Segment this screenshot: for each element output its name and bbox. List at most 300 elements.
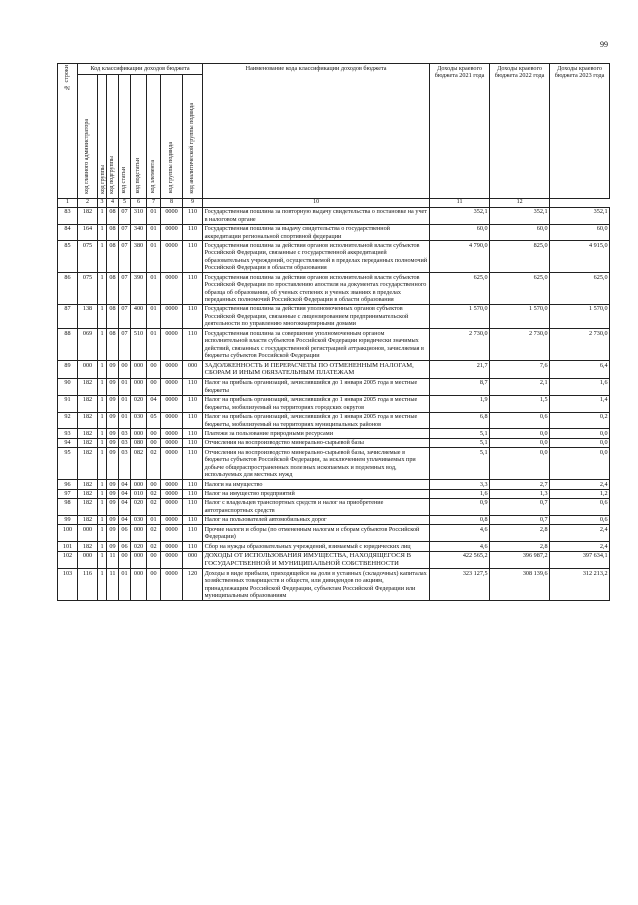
- column-number: 4: [107, 198, 119, 207]
- amount-2023-cell: 0,6: [550, 515, 610, 524]
- subtype-group-code-cell: 0000: [161, 515, 183, 524]
- admin-code-cell: 182: [78, 207, 98, 224]
- group-code-cell: 1: [98, 438, 107, 447]
- subtype-group-code-cell: 0000: [161, 448, 183, 480]
- row-number-cell: 91: [58, 395, 78, 412]
- element-code-cell: 02: [147, 489, 161, 498]
- table-row: [58, 412, 610, 429]
- element-code-cell: 01: [147, 273, 161, 305]
- table-row: [58, 207, 610, 224]
- element-code-cell: 01: [147, 304, 161, 328]
- amount-2022-cell: 2,8: [490, 525, 550, 542]
- column-number: 5: [119, 198, 131, 207]
- subarticle-code-cell: 020: [131, 542, 147, 551]
- table-row: [58, 438, 610, 447]
- row-number-cell: 97: [58, 489, 78, 498]
- row-number-header: № строки: [58, 64, 78, 199]
- group-code-cell: 1: [98, 395, 107, 412]
- table-row: [58, 361, 610, 379]
- subgroup-code-cell: 11: [107, 569, 119, 601]
- row-number-cell: 99: [58, 515, 78, 524]
- income-name-cell: Налог с владельцев транспортных средств и налог на приобретение автотранспортных средств: [203, 498, 430, 515]
- amount-2023-cell: 60,0: [550, 224, 610, 241]
- subgroup-code-cell: 08: [107, 273, 119, 305]
- column-number-row: [58, 198, 610, 207]
- column-number: 7: [147, 198, 161, 207]
- subtype-group-code-cell: 0000: [161, 569, 183, 601]
- subtype-group-code-cell: 0000: [161, 489, 183, 498]
- table-row: [58, 569, 610, 601]
- amount-2021-cell: 21,7: [430, 361, 490, 379]
- group-code-cell: 1: [98, 304, 107, 328]
- article-code-cell: 04: [119, 489, 131, 498]
- subtype-group-code-cell: 0000: [161, 304, 183, 328]
- subgroup-code-cell: 09: [107, 480, 119, 489]
- income-name-cell: Отчисления на воспроизводство минерально-сырьевой базы, зачисляемые в бюджеты субъектов Российской Федерации, за исключением уплачиваемых при добыче общераспространенных полезных ископаемых и подземных вод, используемых для местных нужд: [203, 448, 430, 480]
- subarticle-code-cell: 400: [131, 304, 147, 328]
- admin-code-cell: 182: [78, 395, 98, 412]
- code-group-header: Код классификации доходов бюджета: [78, 64, 203, 75]
- admin-code-cell: 182: [78, 489, 98, 498]
- subarticle-code-cell: 082: [131, 448, 147, 480]
- amount-2023-cell: 2,4: [550, 480, 610, 489]
- code-column-header: код подстатьи: [131, 75, 147, 199]
- subtype-group-code-cell: 0000: [161, 207, 183, 224]
- amount-2022-cell: 2 730,0: [490, 329, 550, 361]
- amount-2023-cell: 0,0: [550, 429, 610, 438]
- year-2021-header: Доходы краевого бюджета 2021 года: [430, 64, 490, 199]
- income-name-cell: Государственная пошлина за совершение уполномоченным органом исполнительной власти субъектов Российской Федерации юридически значимых действий, связанных с государственной регистрацией аттракционов, зачисляемая в бюджеты субъектов Российской Федерации: [203, 329, 430, 361]
- element-code-cell: 00: [147, 429, 161, 438]
- article-code-cell: 00: [119, 551, 131, 569]
- element-code-cell: 05: [147, 412, 161, 429]
- code-column-header: код главного администратора: [78, 75, 98, 199]
- subarticle-code-cell: 510: [131, 329, 147, 361]
- amount-2022-cell: 2,7: [490, 480, 550, 489]
- amount-2022-cell: 0,0: [490, 438, 550, 447]
- code-column-header: код статьи: [119, 75, 131, 199]
- row-number-cell: 88: [58, 329, 78, 361]
- amount-2023-cell: 0,6: [550, 498, 610, 515]
- article-code-cell: 07: [119, 224, 131, 241]
- article-code-cell: 03: [119, 448, 131, 480]
- amount-2023-cell: 4 915,0: [550, 241, 610, 273]
- table-row: [58, 329, 610, 361]
- amount-2023-cell: 1 570,0: [550, 304, 610, 328]
- row-number-cell: 96: [58, 480, 78, 489]
- amount-2022-cell: 825,0: [490, 241, 550, 273]
- amount-2023-cell: 2,4: [550, 525, 610, 542]
- row-number-cell: 102: [58, 551, 78, 569]
- amount-2022-cell: 1 570,0: [490, 304, 550, 328]
- article-code-cell: 06: [119, 525, 131, 542]
- table-row: [58, 429, 610, 438]
- row-number-cell: 92: [58, 412, 78, 429]
- article-code-cell: 04: [119, 480, 131, 489]
- group-code-cell: 1: [98, 480, 107, 489]
- subtype-group-code-cell: 0000: [161, 498, 183, 515]
- analytic-group-code-cell: 110: [183, 429, 203, 438]
- group-code-cell: 1: [98, 361, 107, 379]
- subtype-group-code-cell: 0000: [161, 361, 183, 379]
- table-row: [58, 378, 610, 395]
- subarticle-code-cell: 020: [131, 498, 147, 515]
- amount-2022-cell: 1,3: [490, 489, 550, 498]
- subarticle-code-cell: 080: [131, 438, 147, 447]
- header-row-groups: [58, 64, 610, 75]
- group-code-cell: 1: [98, 224, 107, 241]
- group-code-cell: 1: [98, 498, 107, 515]
- subarticle-code-cell: 000: [131, 525, 147, 542]
- element-code-cell: 01: [147, 224, 161, 241]
- subgroup-code-cell: 09: [107, 361, 119, 379]
- admin-code-cell: 075: [78, 241, 98, 273]
- article-code-cell: 04: [119, 498, 131, 515]
- amount-2023-cell: 312 213,2: [550, 569, 610, 601]
- amount-2021-cell: 1,6: [430, 489, 490, 498]
- income-name-cell: Государственная пошлина за действия органов исполнительной власти субъектов Российской Федерации по проставлению апостиля на документах государственного образца об образовании, об ученых степенях и ученых званиях в пределах переданных полномочий Российской Федерации в области образования: [203, 273, 430, 305]
- code-column-header: код подгруппы: [107, 75, 119, 199]
- subgroup-code-cell: 11: [107, 551, 119, 569]
- subtype-group-code-cell: 0000: [161, 480, 183, 489]
- amount-2022-cell: 625,0: [490, 273, 550, 305]
- article-code-cell: 07: [119, 304, 131, 328]
- row-number-cell: 101: [58, 542, 78, 551]
- subtype-group-code-cell: 0000: [161, 542, 183, 551]
- subgroup-code-cell: 09: [107, 489, 119, 498]
- amount-2023-cell: 1,4: [550, 395, 610, 412]
- amount-2022-cell: 0,7: [490, 498, 550, 515]
- income-name-cell: Сбор на нужды образовательных учреждений, взимаемый с юридических лиц: [203, 542, 430, 551]
- subgroup-code-cell: 09: [107, 412, 119, 429]
- amount-2023-cell: 2,4: [550, 542, 610, 551]
- subarticle-code-cell: 000: [131, 480, 147, 489]
- income-name-cell: Налог на прибыль организаций, зачислявшийся до 1 января 2005 года в местные бюджеты, мобилизуемый на территориях городских округов: [203, 395, 430, 412]
- amount-2021-cell: 0,8: [430, 515, 490, 524]
- row-number-cell: 98: [58, 498, 78, 515]
- analytic-group-code-cell: 110: [183, 224, 203, 241]
- name-header: Наименование кода классификации доходов бюджета: [203, 64, 430, 199]
- table-row: [58, 498, 610, 515]
- amount-2023-cell: 0,2: [550, 412, 610, 429]
- row-number-cell: 83: [58, 207, 78, 224]
- subtype-group-code-cell: 0000: [161, 395, 183, 412]
- amount-2023-cell: 397 634,1: [550, 551, 610, 569]
- amount-2023-cell: 1,2: [550, 489, 610, 498]
- group-code-cell: 1: [98, 515, 107, 524]
- subarticle-code-cell: 010: [131, 489, 147, 498]
- article-code-cell: 06: [119, 542, 131, 551]
- income-name-cell: Налог на пользователей автомобильных дорог: [203, 515, 430, 524]
- group-code-cell: 1: [98, 429, 107, 438]
- element-code-cell: 01: [147, 329, 161, 361]
- subarticle-code-cell: 030: [131, 412, 147, 429]
- group-code-cell: 1: [98, 542, 107, 551]
- row-number-cell: 86: [58, 273, 78, 305]
- article-code-cell: 03: [119, 429, 131, 438]
- article-code-cell: 01: [119, 395, 131, 412]
- subgroup-code-cell: 09: [107, 395, 119, 412]
- table-row: [58, 542, 610, 551]
- row-number-cell: 89: [58, 361, 78, 379]
- table-row: [58, 273, 610, 305]
- table-row: [58, 551, 610, 569]
- admin-code-cell: 182: [78, 542, 98, 551]
- subgroup-code-cell: 08: [107, 304, 119, 328]
- income-name-cell: Государственная пошлина за действия уполномоченных органов субъектов Российской Федерации, связанные с лицензированием предпринимательской деятельности по управлению многоквартирными домами: [203, 304, 430, 328]
- income-name-cell: ДОХОДЫ ОТ ИСПОЛЬЗОВАНИЯ ИМУЩЕСТВА, НАХОДЯЩЕГОСЯ В ГОСУДАРСТВЕННОЙ И МУНИЦИПАЛЬНОЙ СОБСТВЕННОСТИ: [203, 551, 430, 569]
- admin-code-cell: 069: [78, 329, 98, 361]
- article-code-cell: 07: [119, 241, 131, 273]
- row-number-cell: 94: [58, 438, 78, 447]
- income-name-cell: Налоги на имущество: [203, 480, 430, 489]
- analytic-group-code-cell: 110: [183, 207, 203, 224]
- subgroup-code-cell: 09: [107, 498, 119, 515]
- year-2023-header: Доходы краевого бюджета 2023 года: [550, 64, 610, 199]
- table-row: [58, 489, 610, 498]
- group-code-cell: 1: [98, 329, 107, 361]
- row-number-cell: 95: [58, 448, 78, 480]
- column-number: 6: [131, 198, 147, 207]
- admin-code-cell: 164: [78, 224, 98, 241]
- amount-2021-cell: 5,1: [430, 448, 490, 480]
- admin-code-cell: 182: [78, 448, 98, 480]
- element-code-cell: 04: [147, 395, 161, 412]
- subarticle-code-cell: 030: [131, 515, 147, 524]
- amount-2021-cell: 0,9: [430, 498, 490, 515]
- subtype-group-code-cell: 0000: [161, 329, 183, 361]
- amount-2022-cell: 60,0: [490, 224, 550, 241]
- article-code-cell: 07: [119, 273, 131, 305]
- row-number-cell: 85: [58, 241, 78, 273]
- subgroup-code-cell: 09: [107, 542, 119, 551]
- analytic-group-code-cell: 120: [183, 569, 203, 601]
- amount-2021-cell: 4 790,0: [430, 241, 490, 273]
- element-code-cell: 02: [147, 448, 161, 480]
- group-code-cell: 1: [98, 241, 107, 273]
- amount-2022-cell: 0,0: [490, 448, 550, 480]
- amount-2021-cell: 5,1: [430, 429, 490, 438]
- element-code-cell: 00: [147, 551, 161, 569]
- row-number-cell: 84: [58, 224, 78, 241]
- subgroup-code-cell: 09: [107, 525, 119, 542]
- amount-2021-cell: 323 127,5: [430, 569, 490, 601]
- admin-code-cell: 182: [78, 438, 98, 447]
- row-number-cell: 100: [58, 525, 78, 542]
- table-row: [58, 515, 610, 524]
- analytic-group-code-cell: 110: [183, 241, 203, 273]
- table-body: [58, 207, 610, 600]
- element-code-cell: 01: [147, 241, 161, 273]
- subgroup-code-cell: 09: [107, 438, 119, 447]
- income-name-cell: Отчисления на воспроизводство минерально-сырьевой базы: [203, 438, 430, 447]
- subtype-group-code-cell: 0000: [161, 438, 183, 447]
- group-code-cell: 1: [98, 551, 107, 569]
- budget-income-table: [57, 63, 610, 601]
- code-column-header: код группы: [98, 75, 107, 199]
- element-code-cell: 00: [147, 569, 161, 601]
- income-name-cell: Государственная пошлина за выдачу свидетельства о государственной аккредитации региональной спортивной федерации: [203, 224, 430, 241]
- amount-2021-cell: 352,1: [430, 207, 490, 224]
- admin-code-cell: 182: [78, 429, 98, 438]
- subgroup-code-cell: 08: [107, 241, 119, 273]
- amount-2023-cell: 625,0: [550, 273, 610, 305]
- table-row: [58, 395, 610, 412]
- column-number: 8: [161, 198, 183, 207]
- subtype-group-code-cell: 0000: [161, 224, 183, 241]
- amount-2021-cell: 1 570,0: [430, 304, 490, 328]
- column-number: 1: [58, 198, 78, 207]
- table-row: [58, 525, 610, 542]
- element-code-cell: 00: [147, 438, 161, 447]
- article-code-cell: 04: [119, 515, 131, 524]
- income-name-cell: Прочие налоги и сборы (по отмененным налогам и сборам субъектов Российской Федерации): [203, 525, 430, 542]
- year-2022-header: Доходы краевого бюджета 2022 года: [490, 64, 550, 199]
- analytic-group-code-cell: 000: [183, 551, 203, 569]
- table-row: [58, 480, 610, 489]
- analytic-group-code-cell: 110: [183, 395, 203, 412]
- admin-code-cell: 000: [78, 551, 98, 569]
- income-name-cell: Налог на имущество предприятий: [203, 489, 430, 498]
- subgroup-code-cell: 09: [107, 378, 119, 395]
- subgroup-code-cell: 08: [107, 224, 119, 241]
- table-row: [58, 448, 610, 480]
- amount-2023-cell: 0,0: [550, 438, 610, 447]
- analytic-group-code-cell: 110: [183, 489, 203, 498]
- amount-2022-cell: 396 987,2: [490, 551, 550, 569]
- subtype-group-code-cell: 0000: [161, 241, 183, 273]
- admin-code-cell: 138: [78, 304, 98, 328]
- column-number: 12: [490, 198, 550, 207]
- column-number: 3: [98, 198, 107, 207]
- income-name-cell: Доходы в виде прибыли, приходящейся на доли в уставных (складочных) капиталах хозяйственных товариществ и обществ, или дивидендов по акциям, принадлежащим Российской Федерации, субъектам Российской Федерации или муниципальным образованиям: [203, 569, 430, 601]
- article-code-cell: 07: [119, 207, 131, 224]
- table-row: [58, 304, 610, 328]
- admin-code-cell: 075: [78, 273, 98, 305]
- group-code-cell: 1: [98, 207, 107, 224]
- amount-2021-cell: 422 565,2: [430, 551, 490, 569]
- analytic-group-code-cell: 110: [183, 304, 203, 328]
- subtype-group-code-cell: 0000: [161, 378, 183, 395]
- table-row: [58, 224, 610, 241]
- subtype-group-code-cell: 0000: [161, 412, 183, 429]
- row-number-cell: 90: [58, 378, 78, 395]
- income-name-cell: Государственная пошлина за повторную выдачу свидетельства о постановке на учет в налоговом органе: [203, 207, 430, 224]
- admin-code-cell: 116: [78, 569, 98, 601]
- subarticle-code-cell: 340: [131, 224, 147, 241]
- amount-2022-cell: 2,1: [490, 378, 550, 395]
- group-code-cell: 1: [98, 273, 107, 305]
- article-code-cell: 01: [119, 569, 131, 601]
- analytic-group-code-cell: 110: [183, 480, 203, 489]
- amount-2023-cell: 1,6: [550, 378, 610, 395]
- subgroup-code-cell: 09: [107, 429, 119, 438]
- subgroup-code-cell: 08: [107, 207, 119, 224]
- income-name-cell: Платежи за пользование природными ресурсами: [203, 429, 430, 438]
- element-code-cell: 01: [147, 515, 161, 524]
- page-number: 99: [600, 40, 608, 49]
- analytic-group-code-cell: 110: [183, 378, 203, 395]
- income-name-cell: Налог на прибыль организаций, зачислявшийся до 1 января 2005 года в местные бюджеты: [203, 378, 430, 395]
- subarticle-code-cell: 000: [131, 551, 147, 569]
- group-code-cell: 1: [98, 378, 107, 395]
- admin-code-cell: 182: [78, 498, 98, 515]
- subtype-group-code-cell: 0000: [161, 551, 183, 569]
- amount-2021-cell: 625,0: [430, 273, 490, 305]
- article-code-cell: 07: [119, 329, 131, 361]
- subarticle-code-cell: 000: [131, 378, 147, 395]
- admin-code-cell: 000: [78, 361, 98, 379]
- subtype-group-code-cell: 0000: [161, 429, 183, 438]
- code-column-header: код аналитической группы подвида: [183, 75, 203, 199]
- subtype-group-code-cell: 0000: [161, 273, 183, 305]
- table-row: [58, 241, 610, 273]
- amount-2023-cell: 352,1: [550, 207, 610, 224]
- amount-2021-cell: 4,6: [430, 525, 490, 542]
- amount-2022-cell: 352,1: [490, 207, 550, 224]
- amount-2021-cell: 3,3: [430, 480, 490, 489]
- column-number: 9: [183, 198, 203, 207]
- analytic-group-code-cell: 110: [183, 542, 203, 551]
- analytic-group-code-cell: 110: [183, 329, 203, 361]
- analytic-group-code-cell: 110: [183, 525, 203, 542]
- column-number: 11: [430, 198, 490, 207]
- column-number: 10: [203, 198, 430, 207]
- amount-2021-cell: 4,6: [430, 542, 490, 551]
- income-name-cell: ЗАДОЛЖЕННОСТЬ И ПЕРЕРАСЧЕТЫ ПО ОТМЕНЕННЫМ НАЛОГАМ, СБОРАМ И ИНЫМ ОБЯЗАТЕЛЬНЫМ ПЛАТЕЖАМ: [203, 361, 430, 379]
- amount-2022-cell: 0,7: [490, 515, 550, 524]
- amount-2022-cell: 2,8: [490, 542, 550, 551]
- group-code-cell: 1: [98, 525, 107, 542]
- admin-code-cell: 182: [78, 412, 98, 429]
- element-code-cell: 02: [147, 525, 161, 542]
- amount-2021-cell: 8,7: [430, 378, 490, 395]
- subarticle-code-cell: 000: [131, 429, 147, 438]
- article-code-cell: 00: [119, 361, 131, 379]
- amount-2021-cell: 2 730,0: [430, 329, 490, 361]
- element-code-cell: 00: [147, 480, 161, 489]
- row-number-cell: 87: [58, 304, 78, 328]
- amount-2022-cell: 0,0: [490, 429, 550, 438]
- amount-2023-cell: 2 730,0: [550, 329, 610, 361]
- analytic-group-code-cell: 110: [183, 498, 203, 515]
- admin-code-cell: 182: [78, 378, 98, 395]
- group-code-cell: 1: [98, 448, 107, 480]
- analytic-group-code-cell: 000: [183, 361, 203, 379]
- article-code-cell: 01: [119, 378, 131, 395]
- amount-2022-cell: 1,5: [490, 395, 550, 412]
- amount-2022-cell: 0,6: [490, 412, 550, 429]
- row-number-cell: 103: [58, 569, 78, 601]
- subgroup-code-cell: 09: [107, 515, 119, 524]
- subarticle-code-cell: 020: [131, 395, 147, 412]
- subarticle-code-cell: 000: [131, 569, 147, 601]
- amount-2021-cell: 5,1: [430, 438, 490, 447]
- code-column-header: код группы подвида: [161, 75, 183, 199]
- element-code-cell: 00: [147, 361, 161, 379]
- analytic-group-code-cell: 110: [183, 273, 203, 305]
- element-code-cell: 02: [147, 498, 161, 515]
- analytic-group-code-cell: 110: [183, 438, 203, 447]
- amount-2021-cell: 60,0: [430, 224, 490, 241]
- income-name-cell: Государственная пошлина за действия органов исполнительной власти субъектов Российской Федерации, связанные с государственной аккредитацией образовательных учреждений, осуществляемой в пределах переданных полномочий Российской Федерации в области образования: [203, 241, 430, 273]
- subtype-group-code-cell: 0000: [161, 525, 183, 542]
- element-code-cell: 01: [147, 207, 161, 224]
- analytic-group-code-cell: 110: [183, 515, 203, 524]
- subarticle-code-cell: 310: [131, 207, 147, 224]
- analytic-group-code-cell: 110: [183, 412, 203, 429]
- amount-2023-cell: 0,0: [550, 448, 610, 480]
